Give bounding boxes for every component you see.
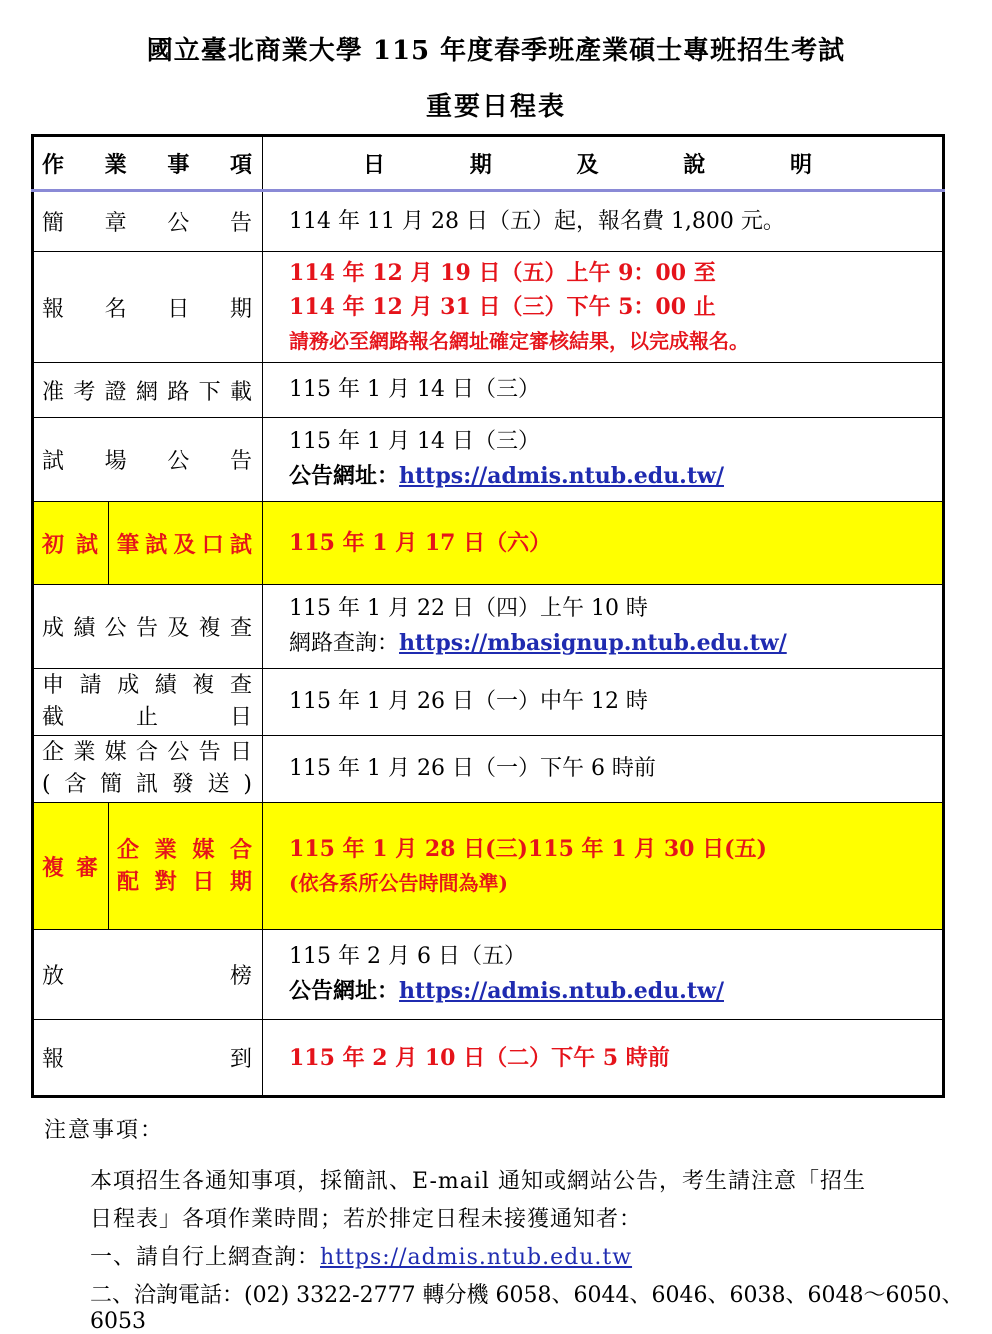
row-desc: 115 年 1 月 28 日(三)115 年 1 月 30 日(五) (依各系所公告時間為準) <box>263 803 944 930</box>
row-desc: 114 年 11 月 28 日（五）起，報名費 1,800 元。 <box>263 191 944 252</box>
header-item-cell <box>33 136 263 191</box>
row-label: 成 績 公 告 及 複 查 <box>33 585 263 669</box>
table-row-brochure <box>33 191 944 252</box>
schedule-table <box>31 134 945 1098</box>
register-warning: 請務必至網路報名網址確定審核結果，以完成報名。 <box>289 329 749 353</box>
table-header-row <box>33 136 944 191</box>
table-row-admission-ticket <box>33 363 944 418</box>
row-label: 申 請 成 績 複 查 截 止 日 <box>33 669 263 736</box>
row-desc: 115 年 2 月 6 日（五） 公告網址：https://admis.ntub.edu.tw/ <box>263 930 944 1020</box>
notes-query-link[interactable]: https://admis.ntub.edu.tw <box>320 1245 633 1270</box>
document-title: 國立臺北商業大學 115 年度春季班產業碩士專班招生考試 <box>146 36 846 66</box>
notes-paragraph-2: 日程表」各項作業時間；若於排定日程未接獲通知者： <box>90 1207 643 1232</box>
row-desc: 115 年 1 月 26 日（一）下午 6 時前 <box>263 736 944 803</box>
row-label: 企 業 媒 合 公 告 日 ( 含 簡 訊 發 送 ) <box>33 736 263 803</box>
table-row-score <box>33 585 944 669</box>
row-label: 報 到 <box>33 1020 263 1097</box>
row-desc: 114 年 12 月 19 日（五）上午 9：00 至 114 年 12 月 31 日（三）下午 5：00 止 請務必至網路報名網址確定審核結果，以完成報名。 <box>263 252 944 363</box>
row-label-stage: 初 試 <box>33 502 109 585</box>
table-row-report <box>33 1020 944 1097</box>
notes-heading: 注意事項： <box>44 1118 165 1143</box>
row-label: 試 場 公 告 <box>33 418 263 502</box>
document-subtitle: 重要日程表 <box>425 92 566 122</box>
row-desc: 115 年 2 月 10 日（二）下午 5 時前 <box>263 1020 944 1097</box>
row-label: 報 名 日 期 <box>33 252 263 363</box>
row-desc: 115 年 1 月 17 日（六） <box>263 502 944 585</box>
row-label: 筆 試 及 口 試 <box>109 502 263 585</box>
row-label: 企 業 媒 合 配 對 日 期 <box>109 803 263 930</box>
table-row-first-exam <box>33 502 944 585</box>
notes-paragraph-1: 本項招生各通知事項，採簡訊、E-mail 通知或網站公告，考生請注意「招生 <box>90 1169 866 1194</box>
score-query-link[interactable]: https://mbasignup.ntub.edu.tw/ <box>399 630 787 656</box>
header-desc-cell <box>263 136 944 191</box>
header-item-label: 作 業 事 項 <box>42 151 252 178</box>
row-label: 准 考 證 網 路 下 載 <box>33 363 263 418</box>
table-row-venue <box>33 418 944 502</box>
venue-link[interactable]: https://admis.ntub.edu.tw/ <box>399 463 724 489</box>
table-row-register <box>33 252 944 363</box>
table-row-result <box>33 930 944 1020</box>
row-desc: 115 年 1 月 22 日（四）上午 10 時 網路查詢：https://mbasignup.ntub.edu.tw/ <box>263 585 944 669</box>
row-desc: 115 年 1 月 14 日（三） <box>263 363 944 418</box>
row-label-stage: 複 審 <box>33 803 109 930</box>
notes-item-1: 一、請自行上網查詢：https://admis.ntub.edu.tw <box>90 1245 633 1270</box>
row-desc: 115 年 1 月 14 日（三） 公告網址：https://admis.ntub.edu.tw/ <box>263 418 944 502</box>
table-row-matching-notice <box>33 736 944 803</box>
row-label: 簡 章 公 告 <box>33 191 263 252</box>
table-row-second-exam <box>33 803 944 930</box>
header-desc-label: 日 期 及 說 明 <box>363 151 812 178</box>
notes-item-2: 二、洽詢電話：(02) 3322-2777 轉分機 6058、6044、6046、6038、6048～6050、6053 <box>90 1283 964 1334</box>
table-row-review-deadline <box>33 669 944 736</box>
row-label: 放 榜 <box>33 930 263 1020</box>
row-desc: 115 年 1 月 26 日（一）中午 12 時 <box>263 669 944 736</box>
result-link[interactable]: https://admis.ntub.edu.tw/ <box>399 978 724 1004</box>
